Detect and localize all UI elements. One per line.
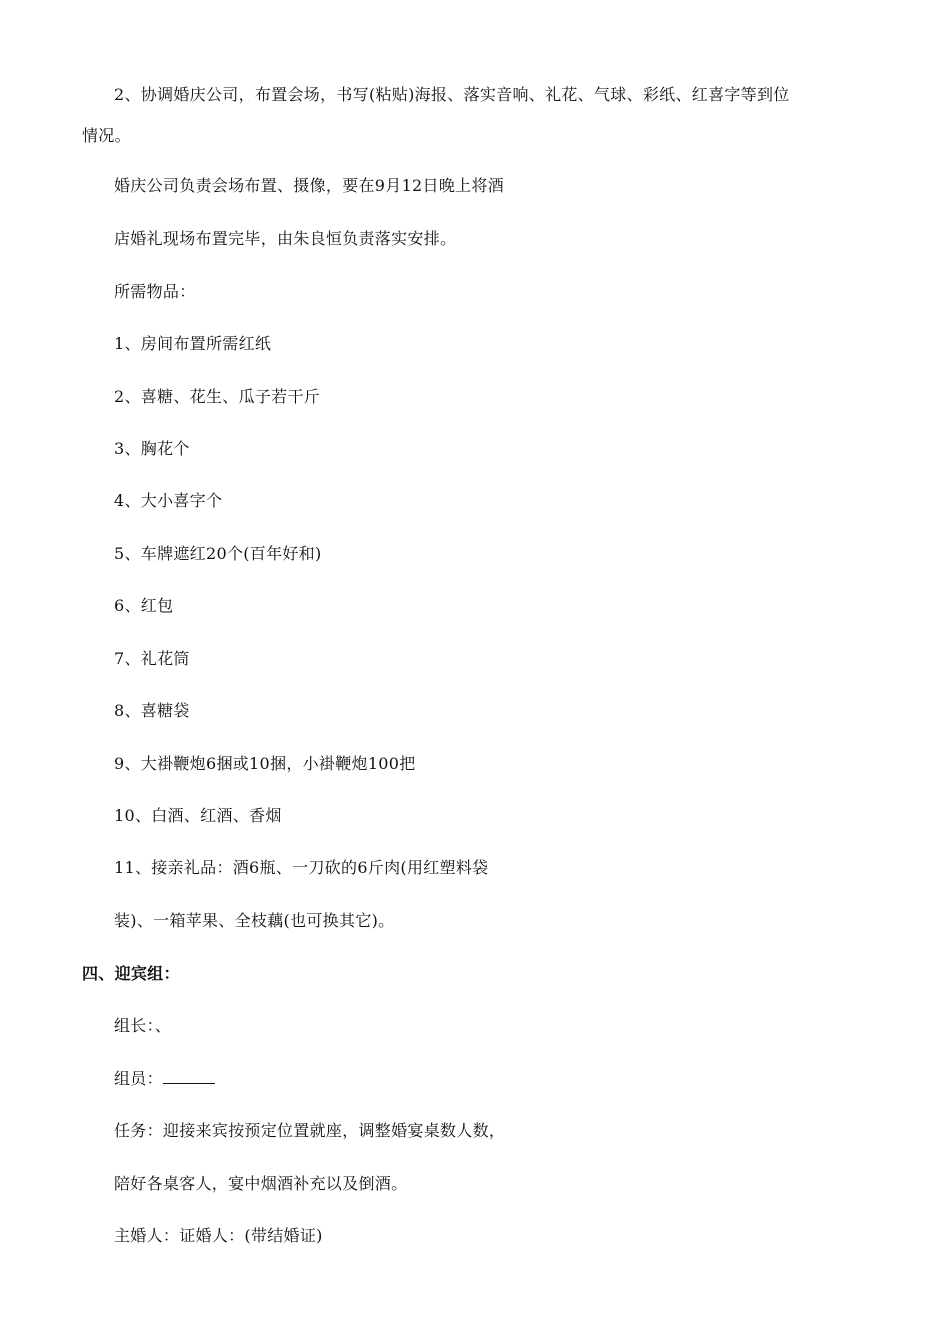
- group-members: [114, 1068, 215, 1090]
- item2-line2: 情况。: [82, 126, 131, 145]
- supplies-heading: 所需物品：: [114, 282, 196, 301]
- officiant-line: 主婚人：证婚人：(带结婚证): [114, 1226, 323, 1245]
- group-leader: 组长：、: [114, 1016, 172, 1035]
- supply-item-continuation: 装)、一箱苹果、全枝藕(也可换其它)。: [114, 911, 395, 930]
- note-line2: 店婚礼现场布置完毕，由朱良恒负责落实安排。: [114, 229, 457, 248]
- supply-item: 2、喜糖、花生、瓜子若干斤: [114, 387, 321, 406]
- supply-item: 1、房间布置所需红纸: [114, 334, 272, 353]
- task-line1: 任务：迎接来宾按预定位置就座，调整婚宴桌数人数，: [114, 1121, 506, 1140]
- group-members-label: 组员：: [114, 1069, 163, 1088]
- supply-item: 7、礼花筒: [114, 649, 190, 668]
- supply-item: 10、白酒、红酒、香烟: [114, 806, 282, 825]
- supply-item: 6、红包: [114, 596, 174, 615]
- supply-item: 8、喜糖袋: [114, 701, 190, 720]
- supply-item: 9、大褂鞭炮6捆或10捆，小褂鞭炮100把: [114, 754, 416, 773]
- section4-heading: 四、迎宾组：: [82, 964, 180, 983]
- task-line2: 陪好各桌客人，宴中烟酒补充以及倒酒。: [114, 1174, 408, 1193]
- supply-item: 3、胸花个: [114, 439, 190, 458]
- supply-item: 4、大小喜字个: [114, 491, 223, 510]
- supply-item: 11、接亲礼品：酒6瓶、一刀砍的6斤肉(用红塑料袋: [114, 858, 489, 877]
- item2-line1: 2、协调婚庆公司，布置会场，书写(粘贴)海报、落实音响、礼花、气球、彩纸、红喜字等到位: [114, 85, 790, 104]
- supply-item: 5、车牌遮红20个(百年好和): [114, 544, 322, 563]
- members-blank-line: [163, 1069, 215, 1084]
- note-line1: 婚庆公司负责会场布置、摄像，要在9月12日晚上将酒: [114, 176, 505, 195]
